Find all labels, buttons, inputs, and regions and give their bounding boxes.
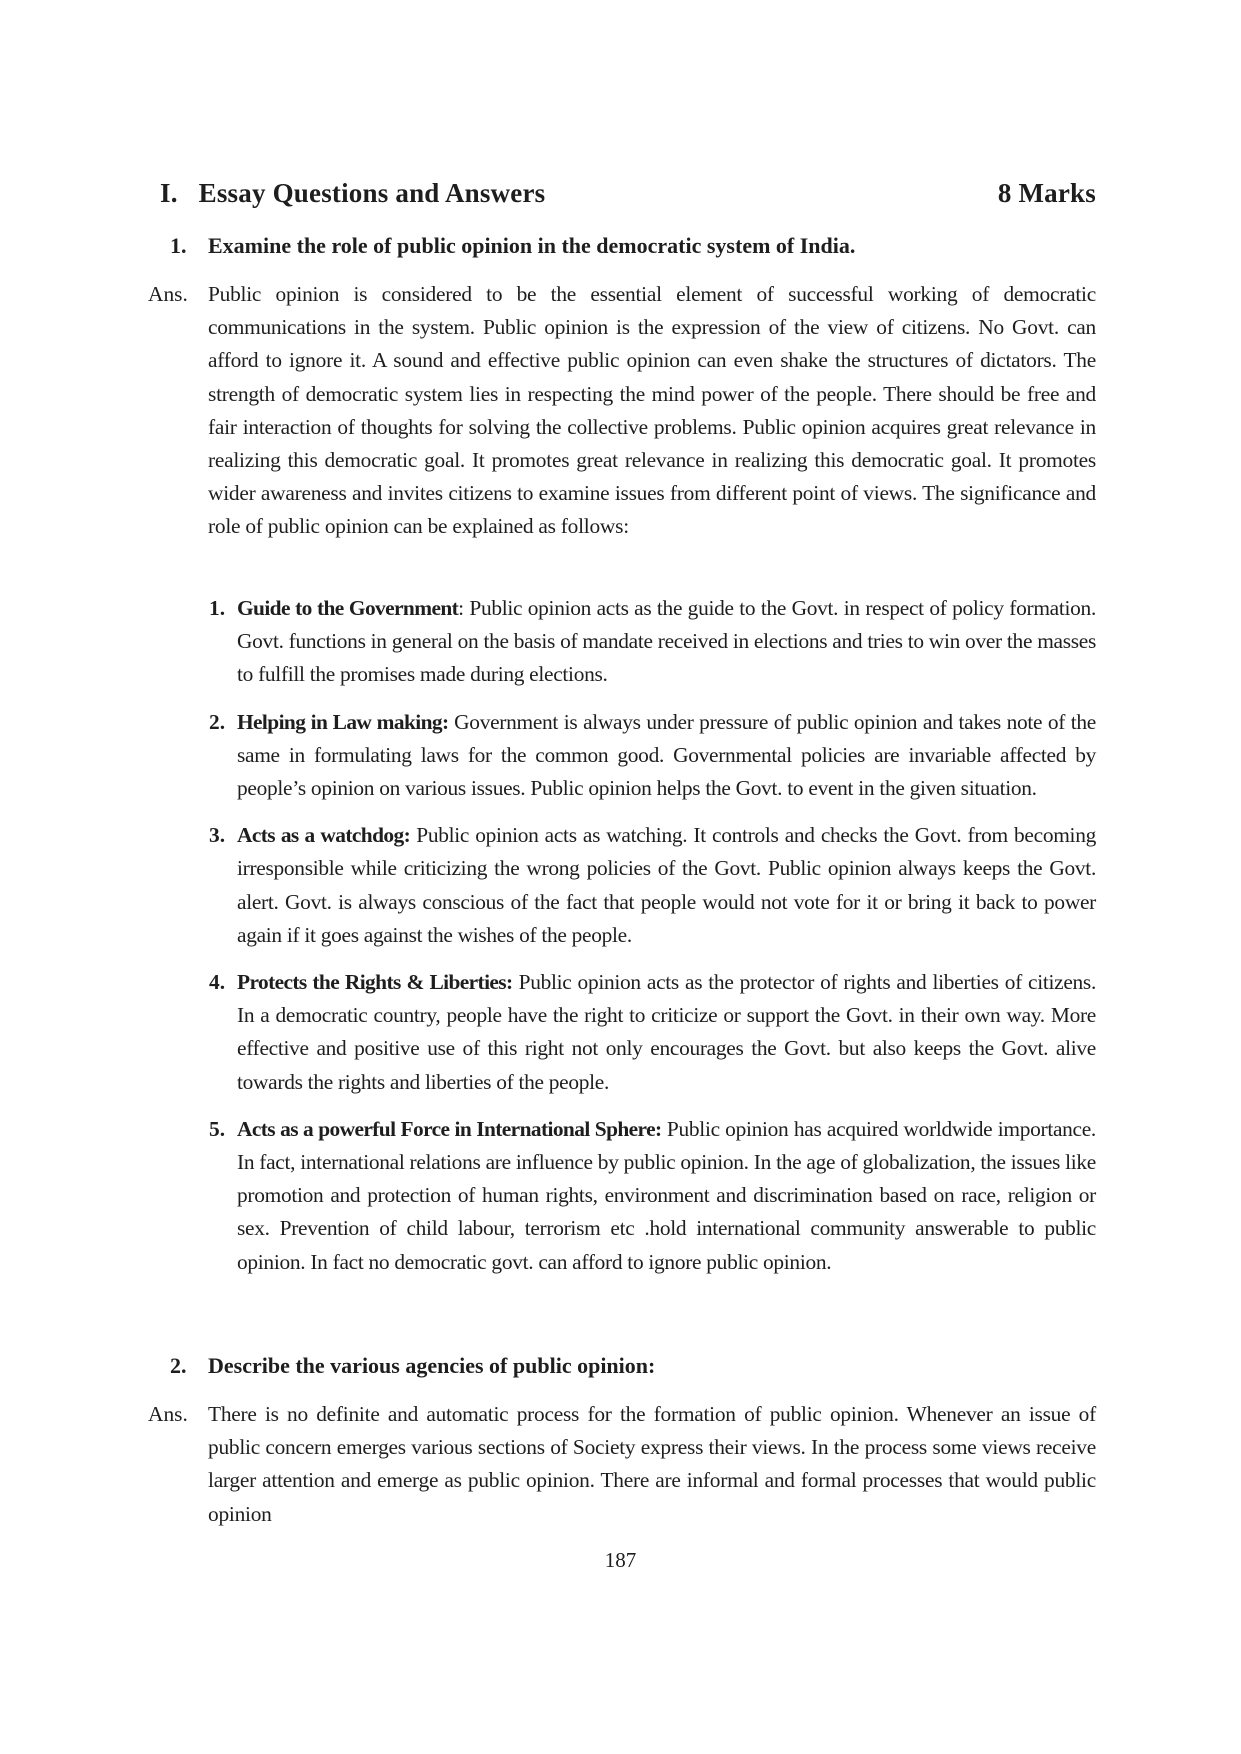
question-text: Describe the various agencies of public opinion:: [208, 1353, 656, 1378]
point-body: [237, 1113, 1096, 1279]
point-number: 2.: [209, 709, 226, 734]
list-item: [209, 592, 1096, 692]
answer-label: Ans.: [148, 1402, 188, 1426]
question-1: [170, 233, 855, 259]
answer-label: Ans.: [148, 282, 188, 306]
point-term: Guide to the Government: [237, 596, 459, 620]
point-text: Government is always under pressure of public opinion and takes note of the same in formulating laws for the common good. Governmental policies are invariable affected by people’s opinion on various issues. Public opinion helps the Govt. to event in the given situation.: [237, 709, 1096, 801]
point-text: Public opinion has acquired worldwide importance. In fact, international relations are influence by public opinion. In the age of globalization, the issues like promotion and protection of human rights, environment and discrimination based on race, religion or sex. Prevention of child labour, terrorism etc .hold international community answerable to public opinion. In fact no democratic govt. can afford to ignore public opinion.: [237, 1116, 1096, 1274]
list-item: [209, 819, 1096, 952]
point-separator: :: [458, 596, 464, 620]
point-term: Protects the Rights & Liberties:: [237, 970, 513, 995]
question-text: Examine the role of public opinion in the democratic system of India.: [208, 233, 856, 258]
point-term: Helping in Law making:: [237, 709, 449, 734]
point-body: [237, 592, 1096, 692]
list-item: [209, 1113, 1096, 1279]
section-number: I.: [160, 178, 178, 208]
answer-1: [148, 278, 1096, 544]
answer-1-points: [209, 592, 1096, 1293]
answer-2: [148, 1398, 1096, 1531]
section-title: Essay Questions and Answers: [198, 178, 546, 208]
point-number: 1.: [209, 596, 226, 620]
point-text: Public opinion acts as the protector of rights and liberties of citizens. In a democratic country, people have the right to criticize or support the Govt. in their own way. More effective and positive use of this right not only encourages the Govt. but also keeps the Govt. alive towards the rights and liberties of the people.: [237, 970, 1096, 1094]
question-number: 1.: [170, 233, 187, 258]
list-item: [209, 966, 1096, 1099]
section-heading: [160, 178, 1096, 209]
point-body: [237, 819, 1096, 952]
point-text: Public opinion acts as watching. It controls and checks the Govt. from becoming irresponsible while criticizing the wrong policies of the Govt. Public opinion always keeps the Govt. alert. Govt. is always conscious of the fact that people would not vote for it or bring it back to power again if it goes against the wishes of the people.: [237, 823, 1096, 947]
section-marks: 8 Marks: [997, 178, 1096, 208]
section-title-group: [160, 178, 545, 209]
point-body: [237, 966, 1096, 1099]
point-number: 3.: [209, 823, 226, 848]
point-term: Acts as a watchdog:: [237, 823, 411, 848]
list-item: [209, 706, 1096, 806]
point-body: [237, 706, 1096, 806]
point-number: 4.: [209, 970, 226, 995]
point-term: Acts as a powerful Force in International Sphere:: [237, 1116, 662, 1141]
point-text: Public opinion acts as the guide to the Govt. in respect of policy formation. Govt. functions in general on the basis of mandate received in elections and tries to win over the masses to fulfill the promises made during elections.: [237, 596, 1096, 687]
answer-intro: There is no definite and automatic process for the formation of public opinion. Whenever an issue of public concern emerges various sections of Society express their views. In the process some views receive larger attention and emerge as public opinion. There are informal and formal processes that would public opinion: [208, 1402, 1096, 1526]
question-number: 2.: [170, 1353, 187, 1378]
answer-intro: Public opinion is considered to be the essential element of successful working of democratic communications in the system. Public opinion is the expression of the view of citizens. No Govt. can afford to ignore it. A sound and effective public opinion can even shake the structures of dictators. The strength of democratic system lies in respecting the mind power of the people. There should be free and fair interaction of thoughts for solving the collective problems. Public opinion acquires great relevance in realizing this democratic goal. It promotes great relevance in realizing this democratic goal. It promotes wider awareness and invites citizens to examine issues from different point of views. The significance and role of public opinion can be explained as follows:: [208, 282, 1096, 539]
question-2: [170, 1353, 655, 1379]
page-number: 187: [604, 1548, 637, 1572]
point-number: 5.: [209, 1116, 226, 1141]
